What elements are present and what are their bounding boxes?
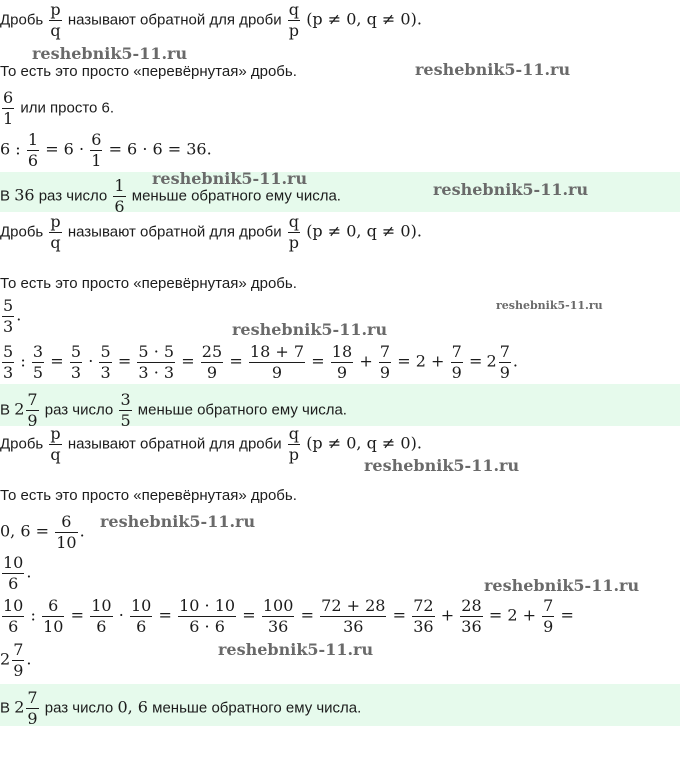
watermark: reshebnik5-11.ru [32, 44, 188, 63]
fraction: $\frac{7}{9}$ [27, 688, 38, 728]
fraction: $\frac{10}{6}$ [3, 596, 24, 636]
text: меньше обратного ему числа. [137, 401, 347, 419]
math: 2 [14, 399, 25, 419]
fraction: $\frac{5}{3}$ [3, 296, 14, 336]
fraction: $\frac{q}{p}$ [288, 424, 300, 464]
reciprocal-line [0, 88, 114, 129]
math: = 6 · 6 = 36. [108, 139, 212, 159]
watermark: reshebnik5-11.ru [218, 640, 374, 659]
fraction: $\frac{p}{q}$ [50, 0, 61, 40]
watermark: reshebnik5-11.ru [433, 180, 589, 199]
fraction: $\frac{3}{5}$ [32, 342, 44, 382]
fraction: $\frac{72 + 28}{36}$ [321, 596, 386, 636]
fraction: $\frac{p}{q}$ [50, 424, 61, 464]
calc-line [0, 130, 212, 171]
fraction: $\frac{7}{9}$ [379, 342, 391, 382]
fraction: $\frac{7}{9}$ [27, 390, 38, 430]
fraction: $\frac{7}{9}$ [499, 342, 510, 382]
definition-line [0, 212, 422, 253]
watermark: reshebnik5-11.ru [100, 512, 256, 531]
definition-text: называют обратной для дроби [67, 223, 282, 241]
math: = 6 · [45, 139, 85, 159]
definition-text: Дробь [0, 223, 44, 241]
definition-text: Дробь [0, 11, 44, 29]
calc-line: $\frac{5}{3}$ : $\frac{3}{5}$ = $\frac{5}{3}$ · $\frac{5}{3}$ = $\frac{5 \cdot 5}{3 \cdot 3}$ = $\frac{25}{9}$ = $\frac{18 + 7}{9}$ = $\frac{18}{9}$ + $\frac{7}{9}$ = 2 + $\frac{7}{9}$ = 2 $\frac{7}{9}$ . [3, 342, 518, 382]
answer-line [0, 688, 361, 729]
text: В [0, 187, 11, 205]
math: 2 [0, 649, 11, 669]
reciprocal-line: $\frac{10}{6}$ . [3, 553, 32, 593]
math: 0, 6 = [0, 521, 50, 541]
fraction: $\frac{28}{36}$ [461, 596, 482, 636]
fraction: $\frac{p}{q}$ [50, 212, 61, 252]
fraction: $\frac{18}{9}$ [331, 342, 353, 382]
text: В [0, 699, 11, 717]
fraction: $\frac{72}{36}$ [413, 596, 434, 636]
fraction: $\frac{10}{6}$ [91, 596, 112, 636]
text: раз число [44, 699, 114, 717]
condition: (p ≠ 0, q ≠ 0). [306, 9, 422, 29]
condition: (p ≠ 0, q ≠ 0). [306, 221, 422, 241]
fraction: $\frac{q}{p}$ [288, 212, 300, 252]
fraction: $\frac{5 \cdot 5}{3 \cdot 3}$ [138, 342, 175, 382]
fraction: $\frac{6}{1}$ [91, 130, 102, 170]
text: меньше обратного ему числа. [131, 187, 341, 205]
definition-line [0, 0, 422, 41]
watermark: reshebnik5-11.ru [484, 576, 640, 595]
fraction: $\frac{5}{3}$ [70, 342, 82, 382]
calc-result: 2 $\frac{7}{9}$ . [0, 640, 32, 680]
decimal-line: 0, 6 = $\frac{6}{10}$ . [0, 512, 85, 552]
fraction: $\frac{10 \cdot 10}{6 \cdot 6}$ [179, 596, 236, 636]
text: раз число [38, 187, 108, 205]
reciprocal-line: $\frac{5}{3}$ . [3, 296, 22, 336]
watermark: reshebnik5-11.ru [232, 320, 388, 339]
text: меньше обратного ему числа. [152, 699, 362, 717]
calc-line: $\frac{10}{6}$ : $\frac{6}{10}$ = $\frac{10}{6}$ · $\frac{10}{6}$ = $\frac{10 \cdot 10}{6 \cdot 6}$ = $\frac{100}{36}$ = $\frac{72 + 28}{36}$ = $\frac{72}{36}$ + $\frac{28}{36}$ = 2 + $\frac{7}{9}$ = [3, 596, 574, 636]
definition-text: называют обратной для дроби [67, 435, 282, 453]
flip-text: То есть это просто «перевёрнутая» дробь. [0, 487, 297, 504]
fraction: $\frac{6}{10}$ [56, 512, 77, 552]
fraction: $\frac{10}{6}$ [3, 553, 24, 593]
math: 0, 6 [117, 697, 148, 717]
fraction: $\frac{100}{36}$ [262, 596, 294, 636]
fraction: $\frac{5}{3}$ [100, 342, 111, 382]
definition-line [0, 424, 422, 465]
flip-text: То есть это просто «перевёрнутая» дробь. [0, 275, 297, 292]
math: 6 : [0, 139, 21, 159]
fraction: $\frac{3}{5}$ [120, 390, 131, 430]
watermark: reshebnik5-11.ru [364, 456, 520, 475]
math: 2 [14, 697, 25, 717]
math: 2 [486, 351, 497, 371]
fraction: $\frac{1}{6}$ [114, 176, 125, 216]
fraction: $\frac{7}{9}$ [451, 342, 462, 382]
definition-text: называют обратной для дроби [67, 11, 282, 29]
text: В [0, 401, 11, 419]
text: раз число [44, 401, 114, 419]
watermark: reshebnik5-11.ru [496, 299, 603, 312]
fraction: $\frac{7}{9}$ [543, 596, 554, 636]
fraction: $\frac{7}{9}$ [13, 640, 24, 680]
fraction: $\frac{6}{1}$ [3, 88, 14, 128]
text: или просто 6. [20, 99, 115, 117]
fraction: $\frac{5}{3}$ [3, 342, 14, 382]
fraction: $\frac{18 + 7}{9}$ [249, 342, 305, 382]
watermark: reshebnik5-11.ru [415, 60, 571, 79]
math: 36 [14, 185, 35, 205]
fraction: $\frac{1}{6}$ [27, 130, 39, 170]
fraction: $\frac{q}{p}$ [288, 0, 300, 40]
flip-text: То есть это просто «перевёрнутая» дробь. [0, 63, 297, 80]
fraction: $\frac{6}{10}$ [43, 596, 64, 636]
fraction: $\frac{10}{6}$ [131, 596, 152, 636]
watermark: reshebnik5-11.ru [152, 169, 308, 188]
definition-text: Дробь [0, 435, 44, 453]
fraction: $\frac{25}{9}$ [201, 342, 223, 382]
condition: (p ≠ 0, q ≠ 0). [306, 433, 422, 453]
